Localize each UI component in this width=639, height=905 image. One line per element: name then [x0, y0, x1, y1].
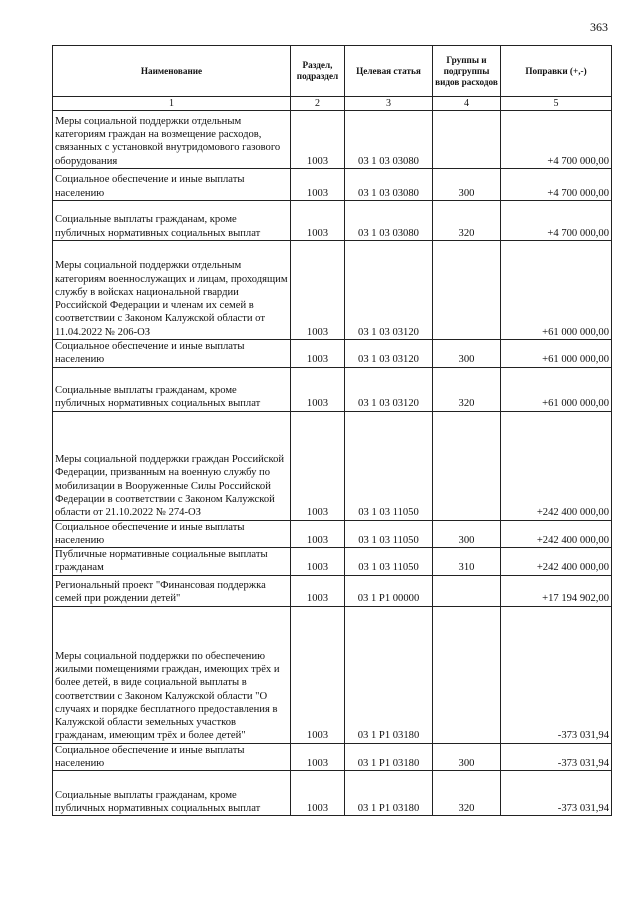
row-target: 03 1 Р1 00000 [345, 575, 433, 606]
row-amount: +242 400 000,00 [501, 548, 612, 576]
table-row [53, 241, 612, 340]
budget-amendments-table [52, 45, 612, 816]
row-section: 1003 [291, 606, 345, 743]
row-target: 03 1 03 03120 [345, 367, 433, 411]
row-section: 1003 [291, 201, 345, 241]
row-name: Социальное обеспечение и иные выплаты населению [53, 169, 291, 201]
table-row [53, 575, 612, 606]
row-amount: +4 700 000,00 [501, 111, 612, 169]
row-group: 300 [433, 169, 501, 201]
row-amount: +61 000 000,00 [501, 340, 612, 368]
header-target: Целевая статья [345, 46, 433, 97]
row-amount: -373 031,94 [501, 771, 612, 816]
row-target: 03 1 03 03080 [345, 169, 433, 201]
row-target: 03 1 Р1 03180 [345, 606, 433, 743]
row-target: 03 1 03 03120 [345, 241, 433, 340]
row-name: Меры социальной поддержки граждан Российской Федерации, призванным на военную службу по мобилизации в Вооруженные Силы Российской Федерации в соответствии с Законом Калужской области от 21.10.2022 № 274-ОЗ [53, 411, 291, 520]
row-amount: -373 031,94 [501, 743, 612, 771]
row-group [433, 111, 501, 169]
row-name: Социальное обеспечение и иные выплаты населению [53, 520, 291, 548]
row-section: 1003 [291, 743, 345, 771]
row-section: 1003 [291, 771, 345, 816]
table-row [53, 548, 612, 576]
row-section: 1003 [291, 111, 345, 169]
row-amount: -373 031,94 [501, 606, 612, 743]
row-section: 1003 [291, 169, 345, 201]
row-group: 320 [433, 771, 501, 816]
row-amount: +61 000 000,00 [501, 241, 612, 340]
row-group: 320 [433, 367, 501, 411]
column-number: 2 [291, 97, 345, 111]
row-group: 310 [433, 548, 501, 576]
table-row [53, 743, 612, 771]
row-section: 1003 [291, 241, 345, 340]
row-amount: +4 700 000,00 [501, 169, 612, 201]
row-name: Публичные нормативные социальные выплаты гражданам [53, 548, 291, 576]
row-name: Региональный проект "Финансовая поддержка семей при рождении детей" [53, 575, 291, 606]
table-row [53, 111, 612, 169]
header-amendments: Поправки (+,-) [501, 46, 612, 97]
row-amount: +17 194 902,00 [501, 575, 612, 606]
row-target: 03 1 03 03080 [345, 111, 433, 169]
column-numbers-row [53, 97, 612, 111]
row-group: 300 [433, 340, 501, 368]
row-name: Социальное обеспечение и иные выплаты населению [53, 340, 291, 368]
column-number: 1 [53, 97, 291, 111]
row-target: 03 1 03 11050 [345, 520, 433, 548]
row-section: 1003 [291, 575, 345, 606]
column-number: 4 [433, 97, 501, 111]
column-number: 5 [501, 97, 612, 111]
row-name: Социальные выплаты гражданам, кроме публичных нормативных социальных выплат [53, 201, 291, 241]
table-row [53, 340, 612, 368]
table-row [53, 169, 612, 201]
row-section: 1003 [291, 367, 345, 411]
row-group: 320 [433, 201, 501, 241]
table-header-row [53, 46, 612, 97]
row-target: 03 1 03 11050 [345, 548, 433, 576]
row-target: 03 1 03 03080 [345, 201, 433, 241]
row-amount: +242 400 000,00 [501, 411, 612, 520]
column-number: 3 [345, 97, 433, 111]
table-row [53, 771, 612, 816]
row-target: 03 1 03 03120 [345, 340, 433, 368]
row-section: 1003 [291, 340, 345, 368]
row-name: Социальные выплаты гражданам, кроме публичных нормативных социальных выплат [53, 367, 291, 411]
row-name: Меры социальной поддержки отдельным категориям граждан на возмещение расходов, связанных с установкой внутридомового газового оборудования [53, 111, 291, 169]
row-group [433, 411, 501, 520]
table-row [53, 411, 612, 520]
row-section: 1003 [291, 520, 345, 548]
row-name: Социальные выплаты гражданам, кроме публичных нормативных социальных выплат [53, 771, 291, 816]
table-row [53, 520, 612, 548]
row-group: 300 [433, 520, 501, 548]
row-target: 03 1 Р1 03180 [345, 743, 433, 771]
header-section: Раздел, подраздел [291, 46, 345, 97]
row-group [433, 575, 501, 606]
row-target: 03 1 Р1 03180 [345, 771, 433, 816]
header-name: Наименование [53, 46, 291, 97]
table-row [53, 367, 612, 411]
row-section: 1003 [291, 548, 345, 576]
row-name: Меры социальной поддержки по обеспечению жилыми помещениями граждан, имеющих трёх и более детей, в виде социальной выплаты в соответствии с Законом Калужской области "О случаях и порядке бесплатного предоставления в Калужской области земельных участков гражданам, имеющим трёх и более детей" [53, 606, 291, 743]
row-group [433, 241, 501, 340]
table-row [53, 606, 612, 743]
row-amount: +242 400 000,00 [501, 520, 612, 548]
row-amount: +61 000 000,00 [501, 367, 612, 411]
row-group: 300 [433, 743, 501, 771]
header-groups: Группы и подгруппы видов расходов [433, 46, 501, 97]
page-number: 363 [590, 20, 608, 34]
row-target: 03 1 03 11050 [345, 411, 433, 520]
row-name: Социальное обеспечение и иные выплаты населению [53, 743, 291, 771]
table-row [53, 201, 612, 241]
row-group [433, 606, 501, 743]
row-amount: +4 700 000,00 [501, 201, 612, 241]
row-name: Меры социальной поддержки отдельным категориям военнослужащих и лицам, проходящим службу в войсках национальной гвардии Российской Федерации и членам их семей в соответствии с Законом Калужской области от 11.04.2022 № 206-ОЗ [53, 241, 291, 340]
row-section: 1003 [291, 411, 345, 520]
